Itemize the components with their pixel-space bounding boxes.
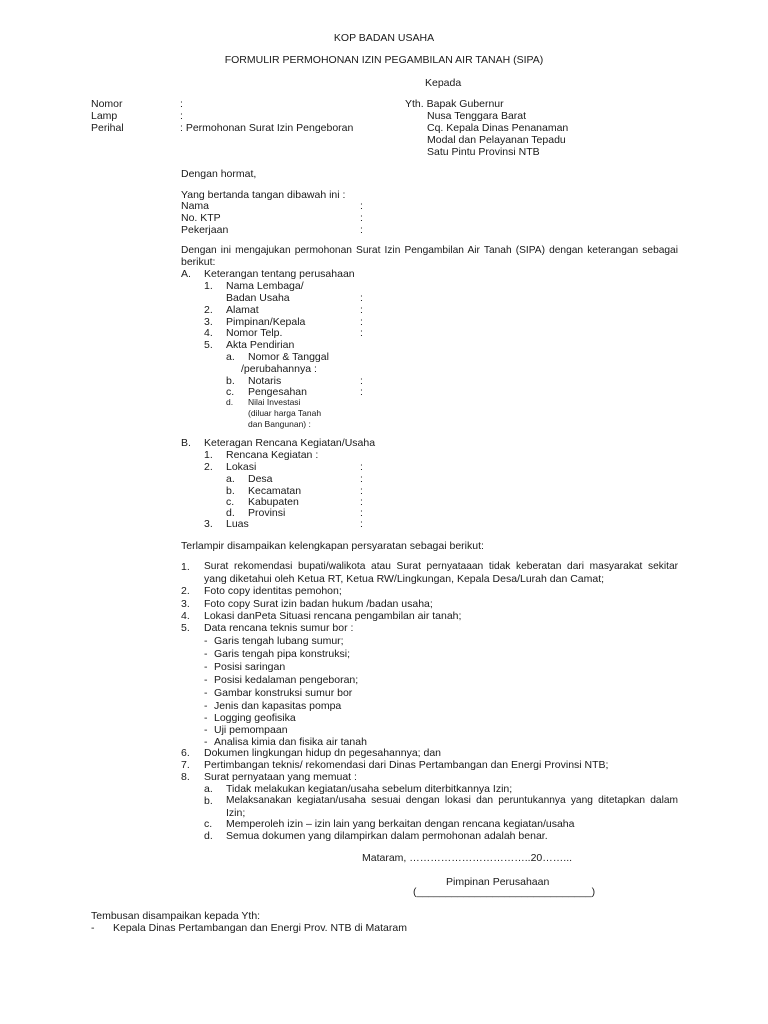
section-b-colon: :	[360, 518, 363, 530]
statement-letter: b.	[204, 795, 213, 807]
statement-text: Semua dokumen yang dilampirkan dalam permohonan adalah benar.	[226, 830, 548, 842]
section-b-label: Lokasi	[226, 461, 257, 473]
teknis-item: Analisa kimia dan fisika air tanah	[214, 736, 367, 748]
tembusan-item: Kepala Dinas Pertambangan dan Energi Prov. NTB di Mataram	[113, 922, 407, 934]
signer-intro: Yang bertanda tangan dibawah ini :	[181, 189, 346, 201]
signer-field-colon: :	[360, 212, 363, 224]
section-a-num: 2.	[204, 304, 213, 316]
lokasi-letter: a.	[226, 473, 235, 485]
statement-letter: c.	[204, 818, 213, 830]
signer-field-label: Pekerjaan	[181, 224, 229, 236]
section-a-label: Nomor Telp.	[226, 327, 283, 339]
lokasi-colon: :	[360, 496, 363, 508]
akta-label: Pengesahan	[248, 386, 307, 398]
recipient-line: Nusa Tenggara Barat	[427, 110, 527, 122]
signer-field-label: Nama	[181, 200, 210, 212]
attachments-intro: Terlampir disampaikan kelengkapan persyaratan sebagai berikut:	[181, 540, 484, 552]
statement-text: Melaksanakan kegiatan/usaha sesuai dengan lokasi dan peruntukannya yang ditetapkan dalam	[226, 795, 678, 806]
akta-letter: a.	[226, 351, 235, 363]
attachment-num: 3.	[181, 598, 190, 610]
lokasi-colon: :	[360, 473, 363, 485]
lokasi-colon: :	[360, 485, 363, 497]
attachment-text: yang diketahui oleh Ketua RT, Ketua RW/Lingkungan, Kepala Desa/Lurah dan Camat;	[204, 573, 605, 585]
akta-label: /perubahannya :	[241, 363, 317, 375]
tembusan-dash: -	[91, 922, 95, 934]
lamp-label: Lamp	[91, 110, 118, 122]
section-b-num: 2.	[204, 461, 213, 473]
request-paragraph-line: Dengan ini mengajukan permohonan Surat Izin Pengambilan Air Tanah (SIPA) dengan keterangan sebagai	[181, 245, 678, 256]
statement-text: Memperoleh izin – izin lain yang berkaitan dengan rencana kegiatan/usaha	[226, 818, 575, 830]
section-a-label: Nama Lembaga/	[226, 280, 304, 292]
perihal-label: Perihal	[91, 122, 124, 134]
signer-title: Pimpinan Perusahaan	[446, 876, 550, 888]
akta-letter: c.	[226, 386, 235, 398]
section-a-letter: A.	[181, 268, 191, 280]
section-a-num: 1.	[204, 280, 213, 292]
section-a-label: Badan Usaha	[226, 292, 290, 304]
section-a-colon: :	[360, 327, 363, 339]
statement-text: Tidak melakukan kegiatan/usaha sebelum diterbitkannya Izin;	[226, 783, 513, 795]
section-b-title: Keteragan Rencana Kegiatan/Usaha	[204, 437, 376, 449]
signer-field-colon: :	[360, 200, 363, 212]
teknis-item: Jenis dan kapasitas pompa	[214, 700, 342, 712]
lokasi-label: Kecamatan	[248, 485, 302, 497]
teknis-item: Posisi saringan	[214, 661, 286, 673]
attachment-num: 4.	[181, 610, 190, 622]
statement-text: Izin;	[226, 807, 246, 819]
attachment-text: Dokumen lingkungan hidup dn pegesahannya; dan	[204, 747, 442, 759]
section-b-num: 1.	[204, 449, 213, 461]
teknis-item: Garis tengah pipa konstruksi;	[214, 648, 350, 660]
section-a-colon: :	[360, 304, 363, 316]
place-date: Mataram, ……………………………..20……...	[362, 852, 573, 864]
akta-label: (diluar harga Tanah	[248, 408, 322, 418]
attachment-num: 1.	[181, 561, 190, 573]
statement-letter: a.	[204, 783, 213, 795]
attachment-text: Lokasi danPeta Situasi rencana pengambilan air tanah;	[204, 610, 462, 622]
akta-label: Nilai Investasi	[248, 397, 301, 407]
statement-letter: d.	[204, 830, 213, 842]
attachment-num: 6.	[181, 747, 190, 759]
attachment-num: 2.	[181, 585, 190, 597]
section-a-num: 4.	[204, 327, 213, 339]
section-a-label: Alamat	[226, 304, 259, 316]
teknis-bullet: -	[204, 712, 208, 724]
lokasi-label: Kabupaten	[248, 496, 299, 508]
kepada-label: Kepada	[425, 77, 462, 89]
section-a-label: Akta Pendirian	[226, 339, 295, 351]
teknis-item: Uji pemompaan	[214, 724, 288, 736]
recipient-line: Satu Pintu Provinsi NTB	[427, 146, 540, 158]
akta-colon: :	[360, 386, 363, 398]
teknis-bullet: -	[204, 736, 208, 748]
tembusan-title: Tembusan disampaikan kepada Yth:	[91, 910, 261, 922]
lokasi-letter: b.	[226, 485, 235, 497]
teknis-bullet: -	[204, 635, 208, 647]
akta-label: dan Bangunan) :	[248, 419, 311, 429]
section-b-num: 3.	[204, 518, 213, 530]
greeting: Dengan hormat,	[181, 168, 257, 180]
akta-label: Notaris	[248, 375, 282, 387]
akta-colon: :	[360, 375, 363, 387]
section-a-title: Keterangan tentang perusahaan	[204, 268, 355, 280]
signer-field-colon: :	[360, 224, 363, 236]
teknis-item: Logging geofisika	[214, 712, 296, 724]
teknis-bullet: -	[204, 674, 208, 686]
attachment-text: Data rencana teknis sumur bor :	[204, 622, 354, 634]
attachment-text: Surat rekomendasi bupati/walikota atau Surat pernyataaan tidak keberatan dari masyarakat sekitar	[204, 561, 678, 572]
section-a-colon: :	[360, 292, 363, 304]
perihal-value: : Permohonan Surat Izin Pengeboran	[180, 122, 354, 134]
lokasi-letter: c.	[226, 496, 235, 508]
akta-label: Nomor & Tanggal	[248, 351, 329, 363]
teknis-bullet: -	[204, 724, 208, 736]
request-paragraph-line: berikut:	[181, 256, 216, 268]
section-a-num: 5.	[204, 339, 213, 351]
akta-letter: d.	[226, 397, 234, 407]
lokasi-label: Provinsi	[248, 507, 286, 519]
teknis-item: Posisi kedalaman pengeboran;	[214, 674, 359, 686]
akta-letter: b.	[226, 375, 235, 387]
form-title: FORMULIR PERMOHONAN IZIN PEGAMBILAN AIR TANAH (SIPA)	[224, 54, 544, 66]
lamp-value: :	[180, 110, 183, 122]
nomor-value: :	[180, 98, 183, 110]
section-b-label: Rencana Kegiatan :	[226, 449, 319, 461]
attachment-num: 7.	[181, 759, 190, 771]
section-b-letter: B.	[181, 437, 191, 449]
teknis-bullet: -	[204, 661, 208, 673]
signature-line: (______________________________)	[413, 886, 596, 898]
section-a-label: Pimpinan/Kepala	[226, 316, 306, 328]
attachment-text: Surat pernyataan yang memuat :	[204, 771, 357, 783]
lokasi-colon: :	[360, 507, 363, 519]
recipient-line: Modal dan Pelayanan Tepadu	[427, 134, 566, 146]
teknis-bullet: -	[204, 648, 208, 660]
lokasi-letter: d.	[226, 507, 235, 519]
attachment-num: 5.	[181, 622, 190, 634]
teknis-item: Gambar konstruksi sumur bor	[214, 687, 353, 699]
letterhead-placeholder: KOP BADAN USAHA	[333, 32, 435, 44]
section-a-colon: :	[360, 316, 363, 328]
signer-field-label: No. KTP	[181, 212, 221, 224]
nomor-label: Nomor	[91, 98, 123, 110]
attachment-text: Pertimbangan teknis/ rekomendasi dari Dinas Pertambangan dan Energi Provinsi NTB;	[204, 759, 609, 771]
section-b-label: Luas	[226, 518, 249, 530]
teknis-bullet: -	[204, 700, 208, 712]
attachment-num: 8.	[181, 771, 190, 783]
attachment-text: Foto copy identitas pemohon;	[204, 585, 342, 597]
attachment-text: Foto copy Surat izin badan hukum /badan usaha;	[204, 598, 433, 610]
teknis-item: Garis tengah lubang sumur;	[214, 635, 344, 647]
recipient-line: Yth. Bapak Gubernur	[405, 98, 504, 110]
teknis-bullet: -	[204, 687, 208, 699]
recipient-line: Cq. Kepala Dinas Penanaman	[427, 122, 569, 134]
section-a-num: 3.	[204, 316, 213, 328]
section-b-colon: :	[360, 461, 363, 473]
lokasi-label: Desa	[248, 473, 273, 485]
